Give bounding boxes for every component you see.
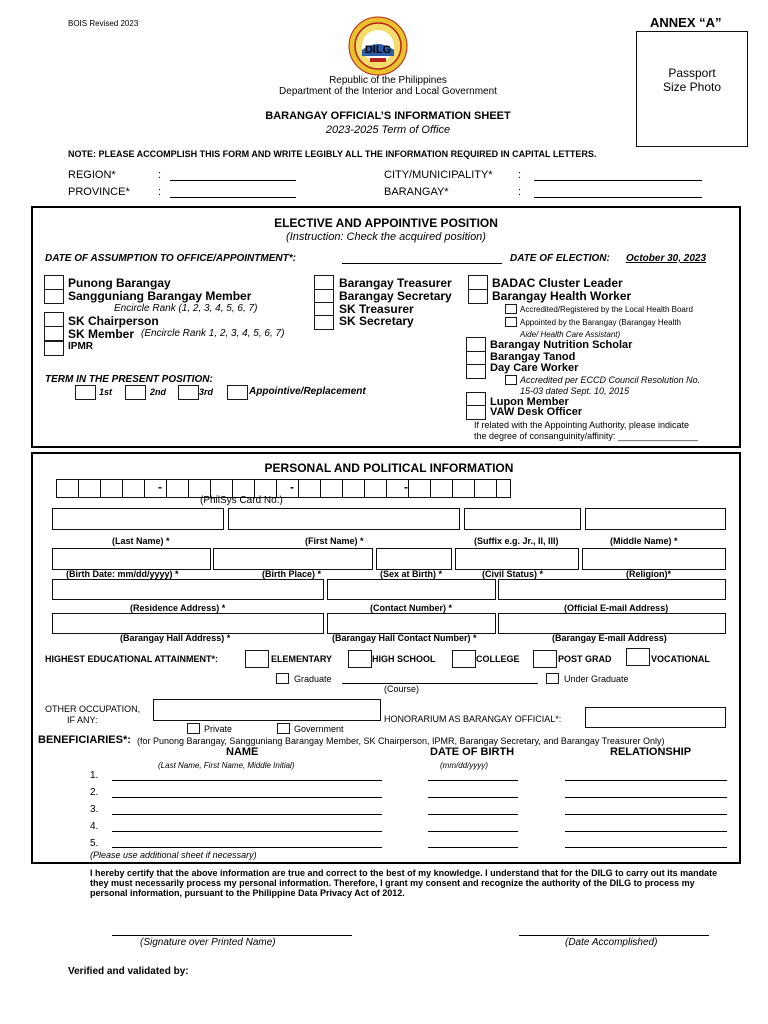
ben-row-4-name[interactable] (112, 831, 382, 832)
passport-photo-box[interactable] (636, 31, 748, 147)
region-label: REGION* (68, 169, 116, 181)
form-note: NOTE: PLEASE ACCOMPLISH THIS FORM AND WRITE LEGIBLY ALL THE INFORMATION REQUIRED IN CAPITAL LETTERS. (68, 149, 597, 159)
hall-contact-input[interactable] (327, 613, 496, 634)
ben-row-1-number: 1. (90, 770, 99, 781)
first-name-label: (First Name) * (305, 536, 364, 546)
beneficiaries-label: BENEFICIARIES*: (38, 734, 131, 746)
related-note: If related with the Appointing Authority, please indicate (474, 420, 689, 430)
last-name-label: (Last Name) * (112, 536, 170, 546)
sk-member-rank: (Encircle Rank 1, 2, 3, 4, 5, 6, 7) (141, 328, 285, 339)
civil-status-label: (Civil Status) * (482, 569, 544, 579)
postgrad-checkbox[interactable] (533, 650, 557, 668)
certification-text: I hereby certify that the above information are true and correct to the best of my knowledge. I understand that for the DILG to carry out its mandate they must necessarily process my personal information. Therefore, I grant my consent and recognize the authority of the DILG to process my personal information, pursuant to the Philippine Data Privacy Act of 2012. (90, 868, 718, 898)
accredited-checkbox[interactable] (505, 304, 517, 314)
election-date: October 30, 2023 (626, 253, 707, 264)
term-2nd-label: 2nd (150, 387, 167, 397)
term-3rd-label: 3rd (199, 387, 214, 397)
government-checkbox[interactable] (277, 723, 290, 734)
region-colon: : (158, 169, 162, 181)
punong-barangay-checkbox[interactable] (44, 275, 64, 290)
sangguniang-label: Sangguniang Barangay Member (68, 289, 252, 303)
hall-address-label: (Barangay Hall Address) * (120, 633, 231, 643)
course-field[interactable] (342, 683, 538, 684)
civil-status-input[interactable] (455, 548, 579, 570)
tanod-label: Barangay Tanod (490, 351, 576, 363)
ben-row-5-name[interactable] (112, 847, 382, 848)
province-colon: : (158, 186, 162, 198)
secretary-label: Barangay Secretary (339, 289, 452, 303)
undergraduate-checkbox[interactable] (546, 673, 559, 684)
form-subtitle: 2023-2025 Term of Office (325, 124, 451, 136)
appointed-label: Appointed by the Barangay (Barangay Health (520, 318, 681, 327)
vaw-label: VAW Desk Officer (490, 406, 583, 418)
graduate-label: Graduate (294, 674, 332, 684)
sk-member-label: SK Member (68, 327, 135, 341)
government-label: Government (294, 724, 344, 734)
form-code: BOIS Revised 2023 (68, 19, 139, 28)
ben-dob-sub: (mm/dd/yyyy) (440, 761, 488, 770)
vocational-label: VOCATIONAL (651, 654, 710, 664)
treasurer-checkbox[interactable] (314, 275, 334, 290)
honorarium-label: HONORARIUM AS BARANGAY OFFICIAL*: (384, 714, 562, 724)
sex-input[interactable] (376, 548, 452, 570)
ipmr-label: IPMR (68, 341, 93, 352)
ben-row-3-dob[interactable] (428, 814, 518, 815)
badac-checkbox[interactable] (468, 275, 488, 290)
city-field[interactable] (534, 180, 702, 181)
term-2nd-checkbox[interactable] (125, 385, 146, 400)
election-label: DATE OF ELECTION: (510, 253, 610, 264)
residence-label: (Residence Address) * (130, 603, 226, 613)
nutrition-checkbox[interactable] (466, 337, 486, 352)
assumption-label: DATE OF ASSUMPTION TO OFFICE/APPOINTMENT*: (45, 253, 296, 264)
graduate-checkbox[interactable] (276, 673, 289, 684)
treasurer-label: Barangay Treasurer (339, 276, 452, 290)
middle-name-label: (Middle Name) * (610, 536, 678, 546)
sk-treasurer-label: SK Treasurer (339, 302, 414, 316)
ben-dob-header: DATE OF BIRTH (430, 746, 515, 758)
appointive-checkbox[interactable] (227, 385, 248, 400)
term-3rd-checkbox[interactable] (178, 385, 199, 400)
vocational-checkbox[interactable] (626, 648, 650, 666)
residence-input[interactable] (52, 579, 324, 600)
ben-row-1-name[interactable] (112, 780, 382, 781)
term-1st-label: 1st (99, 387, 113, 397)
birth-date-input[interactable] (52, 548, 211, 570)
vaw-checkbox[interactable] (466, 405, 486, 420)
elementary-checkbox[interactable] (245, 650, 269, 668)
eccd-label-2: 15-03 dated Sept. 10, 2015 (520, 386, 630, 396)
ben-relationship-header: RELATIONSHIP (610, 746, 692, 758)
city-colon: : (518, 169, 522, 181)
ben-row-1-relationship[interactable] (565, 780, 727, 781)
province-label: PROVINCE* (68, 186, 130, 198)
term-label: TERM IN THE PRESENT POSITION: (45, 374, 213, 385)
contact-number-input[interactable] (327, 579, 496, 600)
ben-row-4-relationship[interactable] (565, 831, 727, 832)
private-label: Private (204, 724, 233, 734)
assumption-date-field[interactable] (342, 263, 502, 264)
accredited-label: Accredited/Registered by the Local Health Board (520, 305, 693, 314)
encircle-rank-text: Encircle Rank (1, 2, 3, 4, 5, 6, 7) (114, 303, 258, 314)
seal-text: DILG (364, 44, 392, 56)
appointed-checkbox[interactable] (505, 317, 517, 327)
last-name-input[interactable] (52, 508, 224, 530)
related-note-2: the degree of consanguinity/affinity: ________________ (474, 431, 699, 441)
ben-row-4-number: 4. (90, 821, 99, 832)
email-label: (Official E-mail Address) (564, 603, 669, 613)
form-title: BARANGAY OFFICIAL’S INFORMATION SHEET (265, 110, 511, 122)
ben-row-1-dob[interactable] (428, 780, 518, 781)
religion-input[interactable] (582, 548, 726, 570)
sangguniang-checkbox[interactable] (44, 289, 64, 304)
city-label: CITY/MUNICIPALITY* (384, 169, 493, 181)
ben-row-5-dob[interactable] (428, 847, 518, 848)
ben-row-2-number: 2. (90, 787, 99, 798)
middle-name-input[interactable] (585, 508, 726, 530)
daycare-checkbox[interactable] (466, 364, 486, 379)
sk-member-checkbox[interactable] (44, 326, 64, 341)
course-label: (Course) (384, 684, 420, 694)
ben-row-2-dob[interactable] (428, 797, 518, 798)
date-accomplished-field[interactable] (519, 935, 709, 936)
other-occupation-label-2: IF ANY: (67, 715, 98, 725)
ipmr-checkbox[interactable] (44, 341, 64, 356)
annex-label: ANNEX “A” (650, 15, 722, 30)
appointive-label: Appointive/Replacement (249, 386, 366, 397)
birth-date-label: (Birth Date: mm/dd/yyyy) * (66, 569, 179, 579)
undergraduate-label: Under Graduate (564, 674, 629, 684)
highschool-label: HIGH SCHOOL (372, 654, 436, 664)
ben-row-4-dob[interactable] (428, 831, 518, 832)
personal-heading: PERSONAL AND POLITICAL INFORMATION (264, 461, 514, 475)
postgrad-label: POST GRAD (558, 654, 612, 664)
beneficiaries-note: (for Punong Barangay, Sangguniang Barangay Member, SK Chairperson, IPMR, Barangay Secretary, and Barangay Treasurer Only) (137, 736, 665, 746)
ben-row-3-name[interactable] (112, 814, 382, 815)
province-field[interactable] (170, 197, 296, 198)
barangay-label: BARANGAY* (384, 186, 449, 198)
republic-text: Republic of the Philippines (329, 75, 447, 86)
health-worker-label: Barangay Health Worker (492, 289, 632, 303)
elective-instruction: (Instruction: Check the acquired position) (286, 231, 486, 243)
signature-label: (Signature over Printed Name) (140, 937, 276, 948)
philsys-label: (PhilSys Card No.) (200, 495, 283, 506)
education-label: HIGHEST EDUCATIONAL ATTAINMENT*: (45, 654, 218, 664)
elective-heading: ELECTIVE AND APPOINTIVE POSITION (274, 216, 498, 230)
private-checkbox[interactable] (187, 723, 200, 734)
ben-name-header: NAME (226, 746, 259, 758)
ben-row-2-relationship[interactable] (565, 797, 727, 798)
date-accomplished-label: (Date Accomplished) (565, 937, 658, 948)
other-occupation-label: OTHER OCCUPATION, (45, 704, 141, 714)
eccd-label: Accredited per ECCD Council Resolution No. (520, 375, 701, 385)
department-text: Department of the Interior and Local Government (279, 86, 497, 97)
barangay-colon: : (518, 186, 522, 198)
punong-barangay-label: Punong Barangay (68, 276, 171, 290)
email-input[interactable] (498, 579, 726, 600)
health-worker-checkbox[interactable] (468, 289, 488, 304)
ben-name-sub: (Last Name, First Name, Middle Initial) (158, 761, 295, 770)
ben-row-3-relationship[interactable] (565, 814, 727, 815)
additional-sheet-note: (Please use additional sheet if necessary) (90, 850, 257, 860)
region-field[interactable] (170, 180, 296, 181)
badac-label: BADAC Cluster Leader (492, 276, 623, 290)
ben-row-2-name[interactable] (112, 797, 382, 798)
appointed-label-2: Aide/ Health Care Assistant) (520, 330, 621, 339)
first-name-input[interactable] (228, 508, 460, 530)
suffix-input[interactable] (464, 508, 581, 530)
philsys-dash-3: - (404, 480, 408, 494)
hall-email-label: (Barangay E-mail Address) (552, 633, 667, 643)
suffix-label: (Suffix e.g. Jr., II, III) (474, 536, 559, 546)
philsys-dash-2: - (290, 480, 294, 494)
honorarium-input[interactable] (585, 707, 726, 728)
photo-label-line2: Size Photo (662, 80, 722, 94)
eccd-checkbox[interactable] (505, 375, 517, 385)
sk-secretary-checkbox[interactable] (314, 315, 334, 330)
sk-secretary-label: SK Secretary (339, 314, 414, 328)
hall-address-input[interactable] (52, 613, 324, 634)
birth-place-input[interactable] (213, 548, 373, 570)
nutrition-label: Barangay Nutrition Scholar (490, 339, 633, 351)
ben-row-3-number: 3. (90, 804, 99, 815)
sk-chairperson-label: SK Chairperson (68, 314, 159, 328)
college-label: COLLEGE (476, 654, 520, 664)
ben-row-5-number: 5. (90, 838, 99, 849)
hall-email-input[interactable] (498, 613, 726, 634)
hall-contact-label: (Barangay Hall Contact Number) * (332, 633, 477, 643)
highschool-checkbox[interactable] (348, 650, 372, 668)
birth-place-label: (Birth Place) * (262, 569, 322, 579)
daycare-label: Day Care Worker (490, 362, 579, 374)
sex-label: (Sex at Birth) * (380, 569, 443, 579)
sk-chairperson-checkbox[interactable] (44, 312, 64, 327)
barangay-field[interactable] (534, 197, 702, 198)
elementary-label: ELEMENTARY (271, 654, 333, 664)
other-occupation-input[interactable] (153, 699, 381, 721)
religion-label: (Religion)* (626, 569, 671, 579)
photo-label-line1: Passport (668, 66, 716, 80)
dilg-seal-icon (348, 16, 408, 76)
verified-label: Verified and validated by: (68, 966, 189, 977)
signature-field[interactable] (112, 935, 352, 936)
ben-row-5-relationship[interactable] (565, 847, 727, 848)
college-checkbox[interactable] (452, 650, 476, 668)
lupon-label: Lupon Member (490, 396, 569, 408)
philsys-dash-1: - (158, 480, 162, 494)
contact-label: (Contact Number) * (370, 603, 453, 613)
term-1st-checkbox[interactable] (75, 385, 96, 400)
